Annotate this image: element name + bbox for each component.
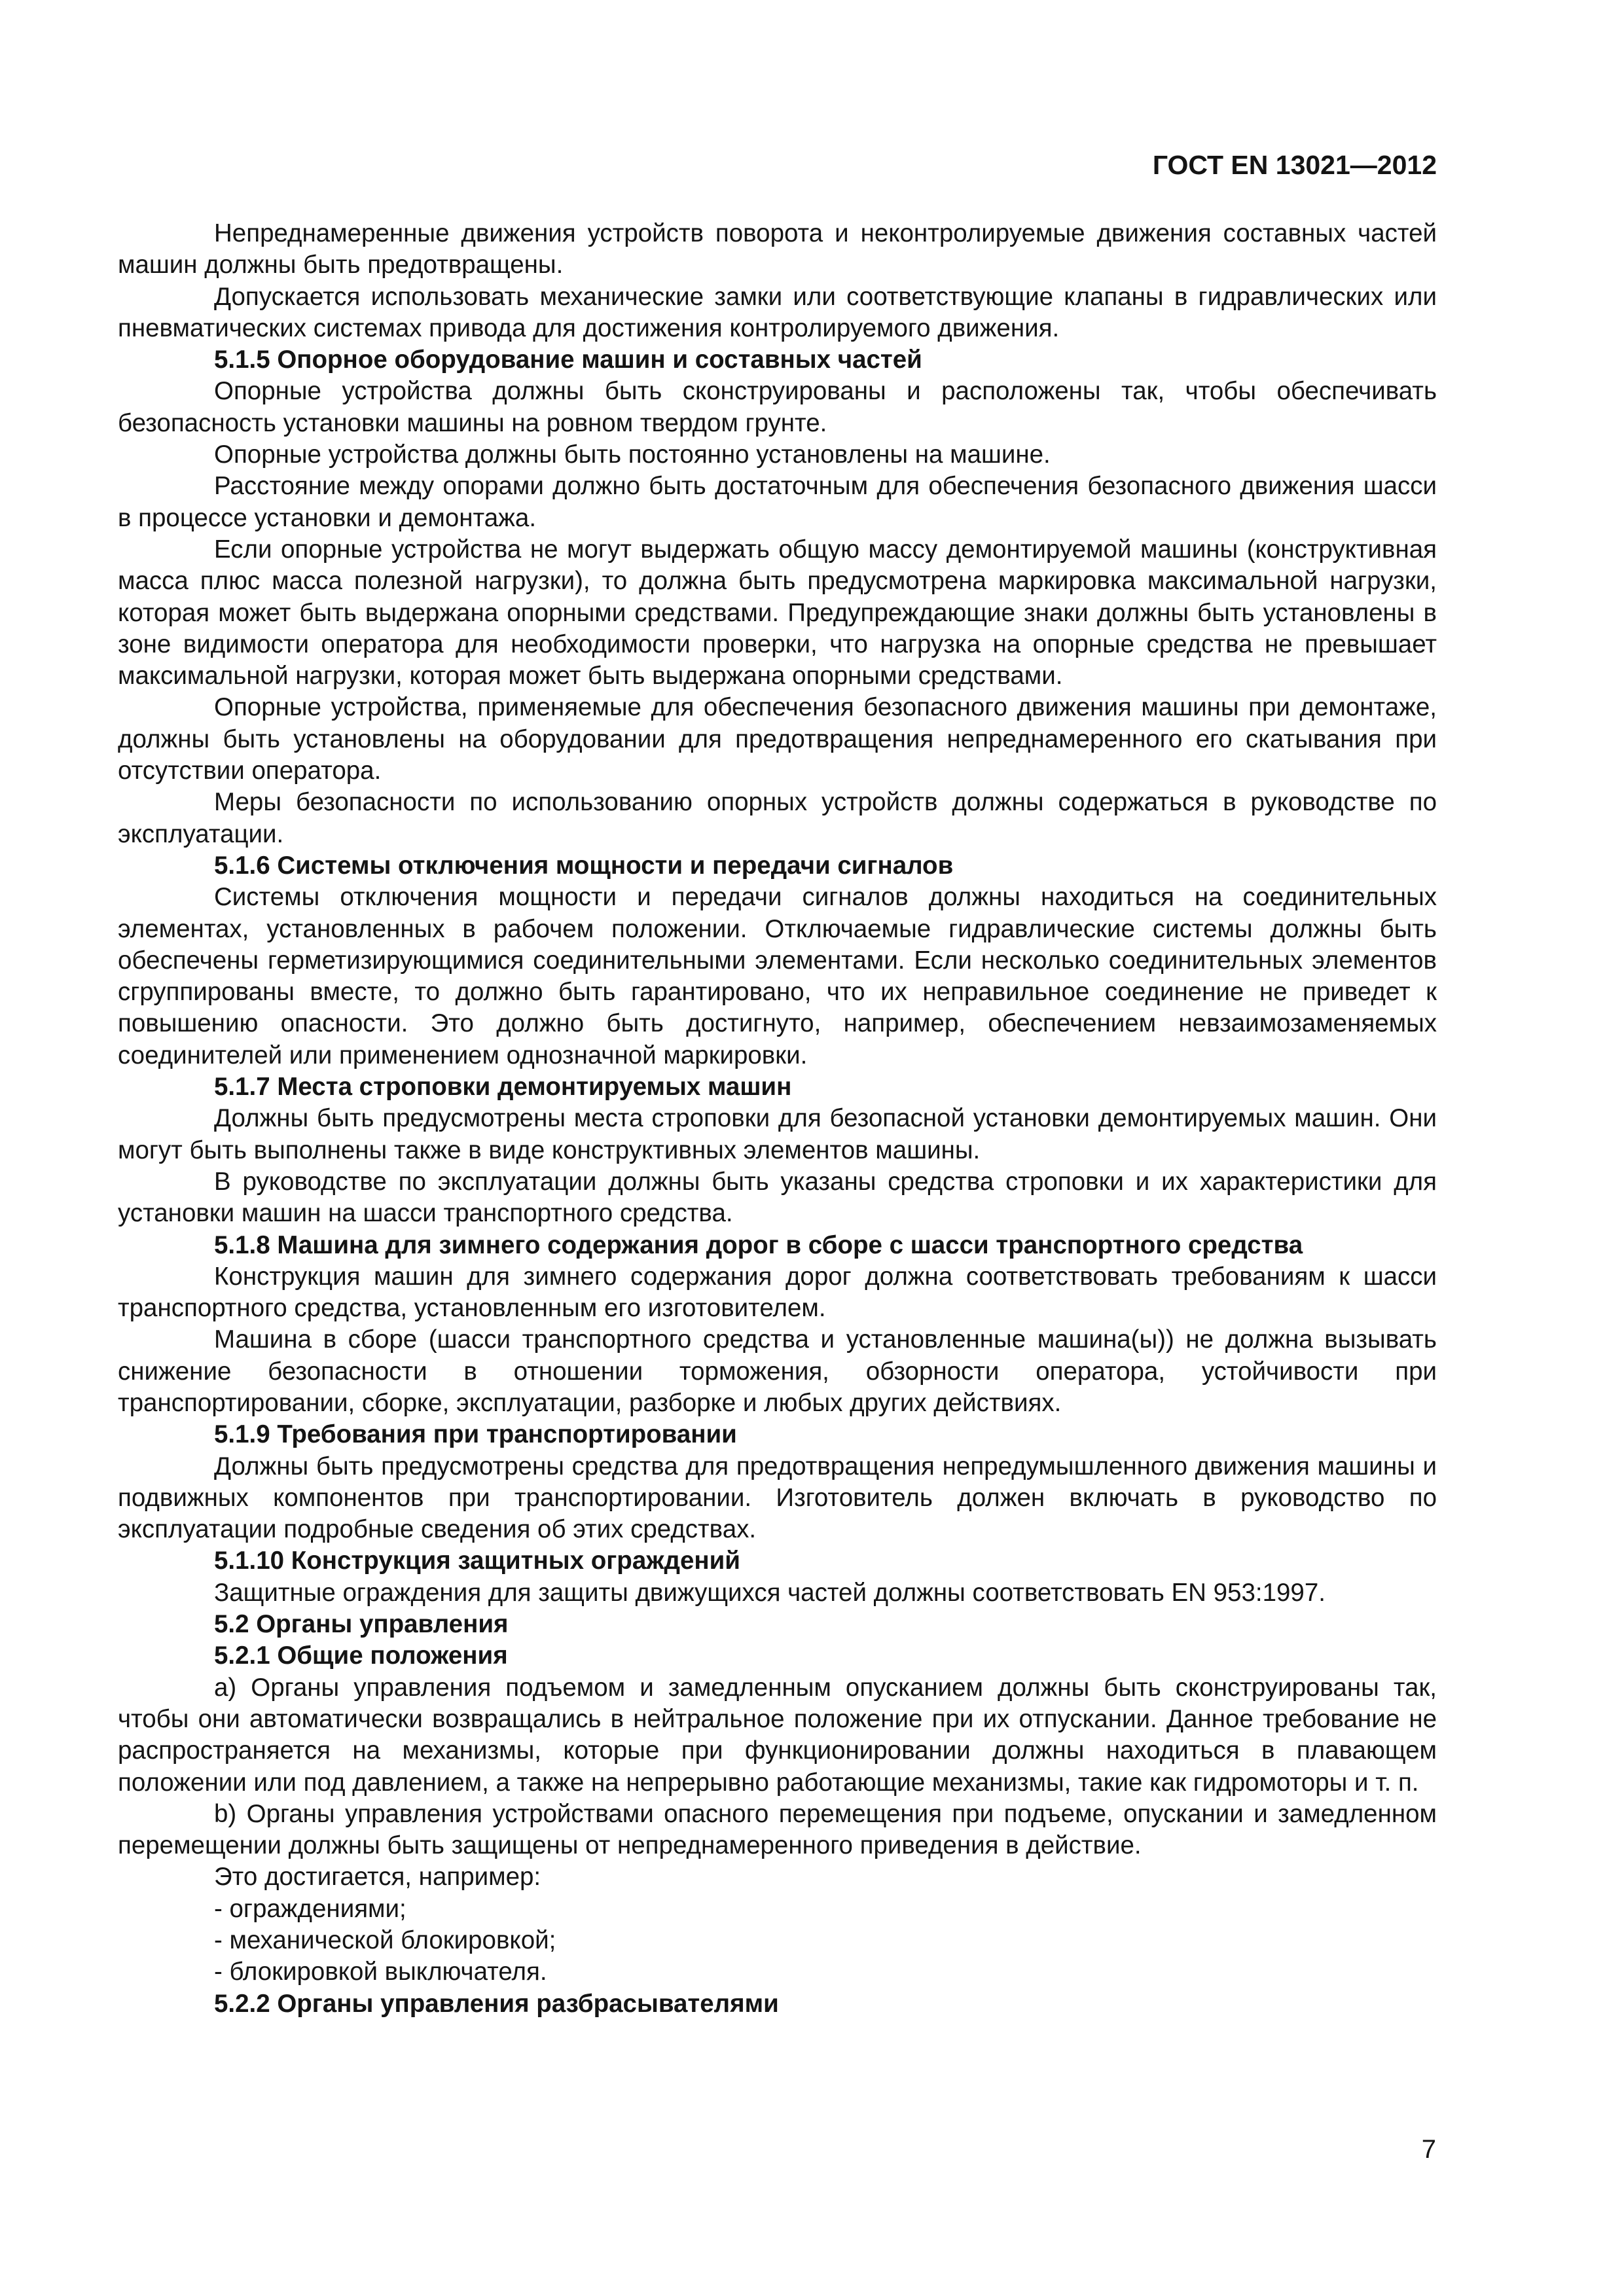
body-paragraph: Системы отключения мощности и передачи сигналов должны находиться на соединительных элементах, установленных в рабочем положении. Отключаемые гидравлические системы должны быть обеспечены герметизирующимися соединительными элементами. Если несколько соединительных элементов сгруппированы вместе, то должно быть гарантировано, что их неправильное соединение не приведет к повышению опасности. Это должно быть достигнуто, например, обеспечением невзаимозаменяемых соединителей или применением однозначной маркировки.	[118, 883, 1437, 1069]
list-item: - блокировкой выключателя.	[214, 1958, 547, 1986]
section-heading: 5.1.10 Конструкция защитных ограждений	[214, 1547, 740, 1575]
body-paragraph: Расстояние между опорами должно быть достаточным для обеспечения безопасного движения шасси в процессе установки и демонтажа.	[118, 472, 1437, 532]
document-header: ГОСТ EN 13021—2012	[1152, 150, 1437, 180]
body-paragraph: Если опорные устройства не могут выдержать общую массу демонтируемой машины (конструктивная масса плюс масса полезной нагрузки), то должна быть предусмотрена маркировка максимальной нагрузки, которая может быть выдержана опорными средствами. Предупреждающие знаки должны быть установлены в зоне видимости оператора для необходимости проверки, что нагрузка на опорные средства не превышает максимальной нагрузки, которая может быть выдержана опорными средствами.	[118, 535, 1437, 691]
body-paragraph: Меры безопасности по использованию опорных устройств должны содержаться в руководстве по эксплуатации.	[118, 788, 1437, 848]
body-paragraph: Должны быть предусмотрены места строповки для безопасной установки демонтируемых машин. Они могут быть выполнены также в виде конструктивных элементов машины.	[118, 1104, 1437, 1164]
body-paragraph: Конструкция машин для зимнего содержания дорог должна соответствовать требованиям к шасси транспортного средства, установленным его изготовителем.	[118, 1262, 1437, 1323]
section-heading: 5.2.1 Общие положения	[214, 1641, 508, 1670]
document-body	[118, 218, 1437, 2020]
list-item: - ограждениями;	[214, 1894, 406, 1923]
section-heading: 5.1.8 Машина для зимнего содержания дорог в сборе с шасси транспортного средства	[214, 1230, 1303, 1259]
body-paragraph: Опорные устройства должны быть постоянно установлены на машине.	[214, 440, 1051, 469]
section-heading: 5.1.5 Опорное оборудование машин и составных частей	[214, 346, 922, 374]
section-heading: 5.2.2 Органы управления разбрасывателями	[214, 1989, 779, 2018]
section-heading: 5.1.9 Требования при транспортировании	[214, 1420, 737, 1449]
body-paragraph: Это достигается, например:	[214, 1863, 541, 1892]
section-heading: 5.1.7 Места строповки демонтируемых машин	[214, 1073, 792, 1102]
page-number: 7	[1421, 2135, 1436, 2164]
body-paragraph: Должны быть предусмотрены средства для предотвращения непредумышленного движения машины и подвижных компонентов при транспортировании. Изготовитель должен включать в руководство по эксплуатации подробные сведения об этих средствах.	[118, 1452, 1437, 1544]
body-paragraph: Непреднамеренные движения устройств поворота и неконтролируемые движения составных частей машин должны быть предотвращены.	[118, 219, 1437, 279]
body-paragraph: Опорные устройства должны быть сконструированы и расположены так, чтобы обеспечивать безопасность установки машины на ровном твердом грунте.	[118, 377, 1437, 437]
section-heading: 5.1.6 Системы отключения мощности и передачи сигналов	[214, 851, 954, 880]
body-paragraph: Допускается использовать механические замки или соответствующие клапаны в гидравлических или пневматических системах привода для достижения контролируемого движения.	[118, 282, 1437, 342]
body-paragraph: В руководстве по эксплуатации должны быть указаны средства строповки и их характеристики для установки машин на шасси транспортного средства.	[118, 1167, 1437, 1228]
body-paragraph: Защитные ограждения для защиты движущихся частей должны соответствовать EN 953:1997.	[214, 1578, 1326, 1607]
section-heading: 5.2 Органы управления	[214, 1610, 509, 1639]
body-paragraph: b) Органы управления устройствами опасного перемещения при подъеме, опускании и замедленном перемещении должны быть защищены от непреднамеренного приведения в действие.	[118, 1799, 1437, 1860]
list-item: - механической блокировкой;	[214, 1926, 556, 1955]
body-paragraph: Машина в сборе (шасси транспортного средства и установленные машина(ы)) не должна вызывать снижение безопасности в отношении торможения, обзорности оператора, устойчивости при транспортировании, сборке, эксплуатации, разборке и любых других действиях.	[118, 1325, 1437, 1417]
body-paragraph: a) Органы управления подъемом и замедленным опусканием должны быть сконструированы так, чтобы они автоматически возвращались в нейтральное положение при их отпускании. Данное требование не распространяется на механизмы, которые при функционировании должны находиться в плавающем положении или под давлением, а также на непрерывно работающие механизмы, такие как гидромоторы и т. п.	[118, 1673, 1437, 1797]
body-paragraph: Опорные устройства, применяемые для обеспечения безопасного движения машины при демонтаже, должны быть установлены на оборудовании для предотвращения непреднамеренного его скатывания при отсутствии оператора.	[118, 693, 1437, 785]
